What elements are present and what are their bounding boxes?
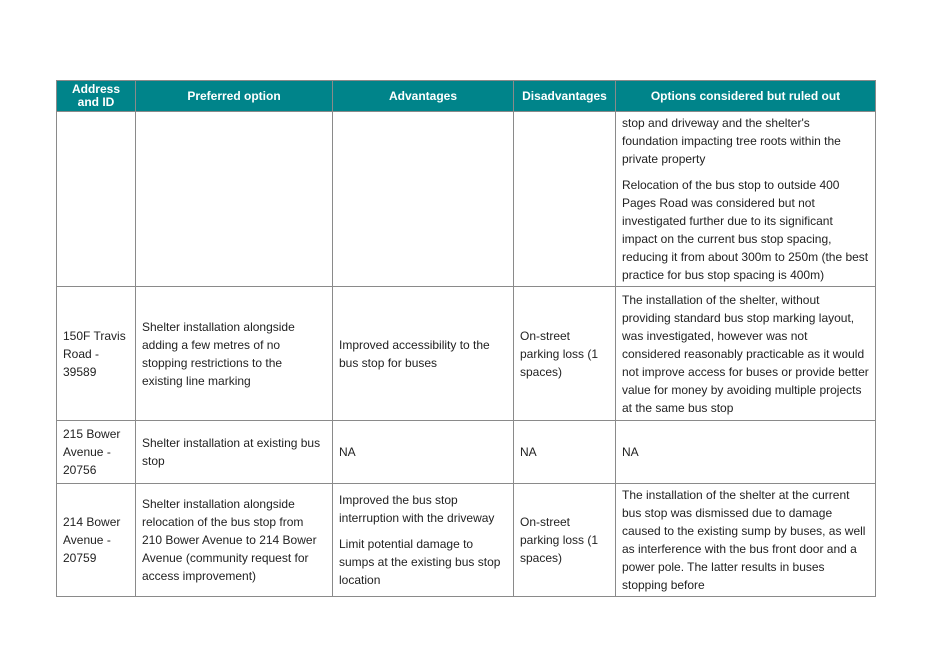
cell-preferred [136,112,333,287]
cell-address: 214 Bower Avenue - 20759 [57,484,136,597]
options-table [56,80,876,597]
ruled-out-paragraph: NA [622,445,639,459]
cell-address: 150F Travis Road - 39589 [57,287,136,421]
cell-disadvantages: On-street parking loss (1 spaces) [514,484,616,597]
advantage-paragraph: Improved the bus stop interruption with the driveway [339,493,495,525]
cell-advantages: Improved accessibility to the bus stop for buses [333,287,514,421]
cell-address [57,112,136,287]
cell-preferred: Shelter installation alongside relocation of the bus stop from 210 Bower Avenue to 214 Bower Avenue (community request for access improvement) [136,484,333,597]
table-row [57,484,876,597]
cell-disadvantages [514,112,616,287]
cell-ruled-out [616,421,876,484]
ruled-out-paragraph: stop and driveway and the shelter's foundation impacting tree roots within the private property [622,116,841,166]
ruled-out-paragraph: The installation of the shelter, without providing standard bus stop marking layout, was investigated, however was not considered reasonably practicable as it would not improve access for buses or provide better value for money by avoiding multiple projects at the same bus stop [622,292,869,415]
table-row [57,421,876,484]
table-row [57,287,876,421]
advantage-paragraph: Limit potential damage to sumps at the existing bus stop location [339,537,501,587]
cell-address: 215 Bower Avenue - 20756 [57,421,136,484]
table-row [57,112,876,287]
header-advantages: Advantages [333,81,514,112]
cell-preferred: Shelter installation at existing bus stop [136,421,333,484]
header-disadvantages: Disadvantages [514,81,616,112]
cell-advantages [333,112,514,287]
ruled-out-paragraph: Relocation of the bus stop to outside 400 Pages Road was considered but not investigated further due to its significant impact on the current bus stop spacing, reducing it from about 300m to 250m (the best practice for bus stop spacing is 400m) [622,178,869,282]
cell-advantages [333,484,514,597]
cell-preferred: Shelter installation alongside adding a few metres of no stopping restrictions to the existing line marking [136,287,333,421]
ruled-out-paragraph: The installation of the shelter at the current bus stop was dismissed due to damage caused to the existing sump by buses, as well as interference with the bus front door and a power pole. The latter results in buses stopping before [622,488,866,592]
table-header-row [57,81,876,112]
header-address: Address and ID [57,81,136,112]
header-preferred-option: Preferred option [136,81,333,112]
header-ruled-out: Options considered but ruled out [616,81,876,112]
cell-ruled-out [616,287,876,421]
cell-ruled-out [616,112,876,287]
cell-disadvantages: NA [514,421,616,484]
cell-advantages: NA [333,421,514,484]
cell-disadvantages: On-street parking loss (1 spaces) [514,287,616,421]
cell-ruled-out [616,484,876,597]
